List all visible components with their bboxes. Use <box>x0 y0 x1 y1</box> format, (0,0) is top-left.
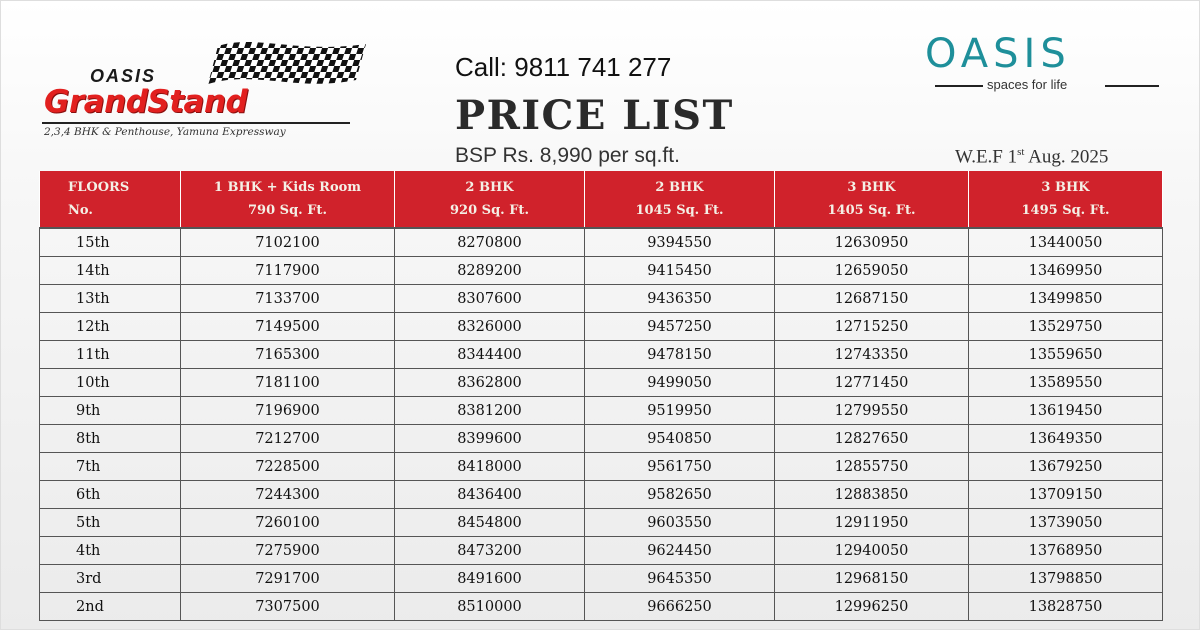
page-title: PRICE LIST <box>455 92 734 139</box>
price-table <box>39 171 1163 621</box>
price-cell: 8270800 <box>395 228 585 257</box>
price-cell: 9499050 <box>585 369 775 397</box>
brand-divider <box>42 122 350 124</box>
price-cell: 7244300 <box>181 481 395 509</box>
price-cell: 13440050 <box>969 228 1163 257</box>
table-row <box>40 228 1163 257</box>
price-cell: 9436350 <box>585 285 775 313</box>
price-cell: 13828750 <box>969 593 1163 621</box>
price-cell: 7181100 <box>181 369 395 397</box>
price-cell: 13619450 <box>969 397 1163 425</box>
company-line-left <box>935 85 983 87</box>
price-cell: 13709150 <box>969 481 1163 509</box>
price-cell: 12771450 <box>775 369 969 397</box>
column-header-line1: 1 BHK + Kids Room <box>213 180 362 195</box>
column-header-line1: 2 BHK <box>465 180 514 195</box>
price-cell: 9603550 <box>585 509 775 537</box>
price-cell: 7212700 <box>181 425 395 453</box>
price-cell: 8418000 <box>395 453 585 481</box>
price-cell: 12743350 <box>775 341 969 369</box>
price-cell: 7149500 <box>181 313 395 341</box>
company-name: OASIS <box>925 31 1071 77</box>
column-header-line2: 1405 Sq. Ft. <box>827 203 916 218</box>
price-cell: 7228500 <box>181 453 395 481</box>
column-header-line2: No. <box>68 203 93 218</box>
price-cell: 8473200 <box>395 537 585 565</box>
column-header-line1: 2 BHK <box>655 180 704 195</box>
column-header-line1: 3 BHK <box>847 180 896 195</box>
floor-cell: 5th <box>40 509 181 537</box>
floor-cell: 13th <box>40 285 181 313</box>
column-header-0 <box>40 171 181 228</box>
column-header-line1: FLOORS <box>68 180 130 195</box>
price-cell: 12883850 <box>775 481 969 509</box>
price-cell: 9666250 <box>585 593 775 621</box>
table-row <box>40 537 1163 565</box>
column-header-line2: 1495 Sq. Ft. <box>1021 203 1110 218</box>
price-cell: 7133700 <box>181 285 395 313</box>
price-cell: 8491600 <box>395 565 585 593</box>
column-header-1 <box>181 171 395 228</box>
floor-cell: 4th <box>40 537 181 565</box>
price-cell: 7117900 <box>181 257 395 285</box>
floor-cell: 12th <box>40 313 181 341</box>
price-cell: 9415450 <box>585 257 775 285</box>
price-cell: 13649350 <box>969 425 1163 453</box>
column-header-line2: 920 Sq. Ft. <box>450 203 529 218</box>
column-header-2 <box>395 171 585 228</box>
table-row <box>40 257 1163 285</box>
price-cell: 7196900 <box>181 397 395 425</box>
bsp-rate: BSP Rs. 8,990 per sq.ft. <box>455 144 680 167</box>
table-row <box>40 425 1163 453</box>
price-cell: 7102100 <box>181 228 395 257</box>
price-cell: 7165300 <box>181 341 395 369</box>
price-cell: 13499850 <box>969 285 1163 313</box>
table-row <box>40 453 1163 481</box>
floor-cell: 10th <box>40 369 181 397</box>
price-cell: 8510000 <box>395 593 585 621</box>
price-cell: 9478150 <box>585 341 775 369</box>
price-cell: 12659050 <box>775 257 969 285</box>
floor-cell: 9th <box>40 397 181 425</box>
price-cell: 12855750 <box>775 453 969 481</box>
brand-logo <box>38 36 368 146</box>
brand-name-top: OASIS <box>90 66 157 86</box>
company-tagline: spaces for life <box>987 77 1068 92</box>
price-cell: 8307600 <box>395 285 585 313</box>
company-line-right <box>1105 85 1159 87</box>
table-row <box>40 285 1163 313</box>
price-cell: 12940050 <box>775 537 969 565</box>
price-cell: 8362800 <box>395 369 585 397</box>
floor-cell: 3rd <box>40 565 181 593</box>
price-cell: 9582650 <box>585 481 775 509</box>
floor-cell: 14th <box>40 257 181 285</box>
price-cell: 12996250 <box>775 593 969 621</box>
floor-cell: 7th <box>40 453 181 481</box>
floor-cell: 6th <box>40 481 181 509</box>
price-cell: 12630950 <box>775 228 969 257</box>
price-cell: 12911950 <box>775 509 969 537</box>
table-row <box>40 481 1163 509</box>
price-cell: 13679250 <box>969 453 1163 481</box>
brand-tagline: 2,3,4 BHK & Penthouse, Yamuna Expressway <box>44 126 286 138</box>
table-row <box>40 565 1163 593</box>
price-cell: 9624450 <box>585 537 775 565</box>
call-number: Call: 9811 741 277 <box>455 52 672 82</box>
price-cell: 13559650 <box>969 341 1163 369</box>
price-cell: 8381200 <box>395 397 585 425</box>
brand-name-main: GrandStand <box>44 84 248 120</box>
table-row <box>40 313 1163 341</box>
price-cell: 9457250 <box>585 313 775 341</box>
price-cell: 12827650 <box>775 425 969 453</box>
price-cell: 13529750 <box>969 313 1163 341</box>
floor-cell: 15th <box>40 228 181 257</box>
price-cell: 8344400 <box>395 341 585 369</box>
price-cell: 13469950 <box>969 257 1163 285</box>
price-cell: 9561750 <box>585 453 775 481</box>
company-logo <box>925 31 1165 94</box>
price-cell: 9519950 <box>585 397 775 425</box>
column-header-line1: 3 BHK <box>1041 180 1090 195</box>
price-cell: 13798850 <box>969 565 1163 593</box>
table-row <box>40 341 1163 369</box>
price-cell: 7275900 <box>181 537 395 565</box>
column-header-line2: 790 Sq. Ft. <box>248 203 327 218</box>
floor-cell: 2nd <box>40 593 181 621</box>
price-cell: 13768950 <box>969 537 1163 565</box>
price-cell: 13739050 <box>969 509 1163 537</box>
column-header-4 <box>775 171 969 228</box>
price-cell: 7307500 <box>181 593 395 621</box>
column-header-3 <box>585 171 775 228</box>
price-cell: 8399600 <box>395 425 585 453</box>
table-row <box>40 509 1163 537</box>
floor-cell: 11th <box>40 341 181 369</box>
column-header-5 <box>969 171 1163 228</box>
table-row <box>40 593 1163 621</box>
price-cell: 8289200 <box>395 257 585 285</box>
price-cell: 12799550 <box>775 397 969 425</box>
price-cell: 9394550 <box>585 228 775 257</box>
price-cell: 9540850 <box>585 425 775 453</box>
floor-cell: 8th <box>40 425 181 453</box>
price-cell: 8454800 <box>395 509 585 537</box>
effective-date: W.E.F 1st Aug. 2025 <box>955 146 1109 168</box>
price-cell: 8436400 <box>395 481 585 509</box>
price-cell: 9645350 <box>585 565 775 593</box>
price-cell: 7291700 <box>181 565 395 593</box>
table-row <box>40 397 1163 425</box>
price-cell: 12715250 <box>775 313 969 341</box>
column-header-line2: 1045 Sq. Ft. <box>635 203 724 218</box>
price-cell: 13589550 <box>969 369 1163 397</box>
price-cell: 12687150 <box>775 285 969 313</box>
table-body <box>40 228 1163 621</box>
price-cell: 8326000 <box>395 313 585 341</box>
table-header-row <box>40 171 1163 228</box>
table-row <box>40 369 1163 397</box>
price-cell: 7260100 <box>181 509 395 537</box>
price-cell: 12968150 <box>775 565 969 593</box>
